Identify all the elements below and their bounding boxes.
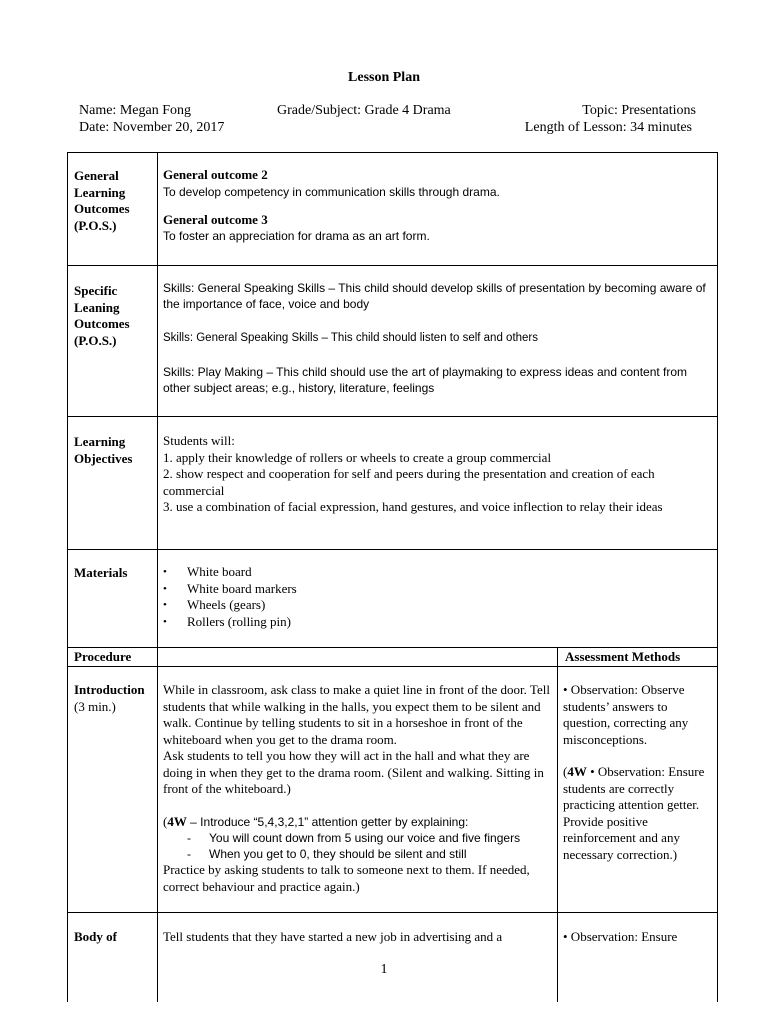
introduction-time: (3 min.) (74, 698, 116, 714)
introduction-assessment (563, 682, 713, 863)
intro-paragraph-4: Practice by asking students to talk to someone next to them. If needed, correct behaviour and practice again.) (163, 862, 530, 894)
row-procedure-header (67, 647, 718, 666)
specific-outcomes-label: Specific Leaning Outcomes (P.O.S.) (74, 283, 130, 348)
introduction-label: Introduction (74, 682, 145, 697)
assess-observation: • Observation: Ensure students are correctly practicing attention getter. Provide positive reinforcement and any necessary correction.) (563, 764, 705, 862)
outcome-3-title: General outcome 3 (163, 211, 268, 227)
row-learning-objectives (67, 416, 718, 549)
procedure-label: Procedure (74, 649, 132, 664)
learning-objectives-label: Learning Objectives (74, 434, 133, 466)
topic-field: Topic: Presentations (582, 103, 696, 118)
name-field: Name: Megan Fong (79, 103, 191, 118)
row-body-of (67, 912, 718, 1002)
skill-play-making: Skills: Play Making – This child should use the art of playmaking to express ideas and content from other subject areas; e.g., history, literature, feelings (163, 365, 688, 395)
intro-dash-item: - When you get to 0, they should be silent and still (163, 846, 555, 862)
assess-4w-tag: 4W (567, 764, 587, 779)
general-outcomes-label: General Learning Outcomes (P.O.S.) (74, 168, 130, 233)
materials-label: Materials (74, 565, 128, 580)
introduction-label-cell (74, 682, 156, 715)
intro-dash-list (163, 830, 555, 862)
materials-list (163, 564, 713, 630)
lesson-length-field: Length of Lesson: 34 minutes (524, 120, 692, 135)
intro-paragraph-2: Ask students to tell you how they will act in the hall and what they are doing in when they get to the drama room. (Silent and walking. Sitting in front of the whiteboard.) (163, 748, 544, 796)
intro-attention-getter: – Introduce “5,4,3,2,1” attention getter by explaining: (186, 814, 469, 829)
intro-assessment-2 (563, 764, 713, 863)
intro-paragraph-3 (163, 814, 555, 831)
date-field: Date: November 20, 2017 (79, 120, 225, 135)
introduction-procedure (163, 682, 555, 895)
grade-subject-field: Grade/Subject: Grade 4 Drama (277, 103, 451, 118)
learning-objectives-content (163, 433, 713, 516)
page-number: 1 (380, 962, 388, 977)
material-item: • Rollers (rolling pin) (163, 614, 713, 631)
body-of-procedure: Tell students that they have started a new job in advertising and a (163, 929, 503, 944)
objective-item: 1. apply their knowledge of rollers or wheels to create a group commercial (163, 449, 552, 465)
assess-paren: ( (563, 764, 568, 779)
outcome-3-text: To foster an appreciation for drama as an art form. (163, 229, 430, 243)
body-of-assessment: • Observation: Ensure (563, 929, 678, 944)
specific-outcomes-content (163, 280, 713, 396)
row-introduction (67, 666, 718, 912)
lesson-plan-table (67, 152, 718, 1002)
material-item: • White board markers (163, 581, 713, 598)
material-item: • Wheels (gears) (163, 597, 713, 614)
objective-item: 3. use a combination of facial expression, hand gestures, and voice inflection to relay their ideas (163, 499, 663, 514)
general-outcomes-content (163, 167, 713, 244)
intro-dash-item: - You will count down from 5 using our voice and five fingers (163, 830, 555, 846)
row-general-outcomes (67, 152, 718, 265)
intro-4w-tag: 4W (167, 813, 187, 829)
material-item: • White board (163, 564, 713, 581)
intro-paragraph-1: While in classroom, ask class to make a quiet line in front of the door. Tell students that while walking in the halls, you expect them to be silent and walk. Continue by telling students to sit in a horseshoe in front of the whiteboard when you get to the drama room. (163, 682, 550, 747)
skill-speaking-presentation: Skills: General Speaking Skills – This child should develop skills of presentation by becoming aware of the importance of face, voice and body (163, 281, 706, 311)
intro-assessment-1: • Observation: Observe students’ answers to question, correcting any misconceptions. (563, 682, 689, 747)
intro-paren: ( (163, 813, 168, 829)
materials-content (163, 564, 713, 630)
skill-speaking-listening: Skills: General Speaking Skills – This child should listen to self and others (163, 332, 539, 344)
objective-item: 2. show respect and cooperation for self and peers during the presentation and creation of each commercial (163, 466, 655, 498)
outcome-2-title: General outcome 2 (163, 167, 268, 182)
body-of-label: Body of (74, 929, 117, 944)
document-title: Lesson Plan (348, 70, 420, 85)
objectives-intro: Students will: (163, 433, 235, 448)
row-materials (67, 549, 718, 647)
outcome-2-text: To develop competency in communication skills through drama. (163, 184, 500, 199)
assessment-methods-label: Assessment Methods (565, 649, 681, 664)
row-specific-outcomes (67, 265, 718, 416)
